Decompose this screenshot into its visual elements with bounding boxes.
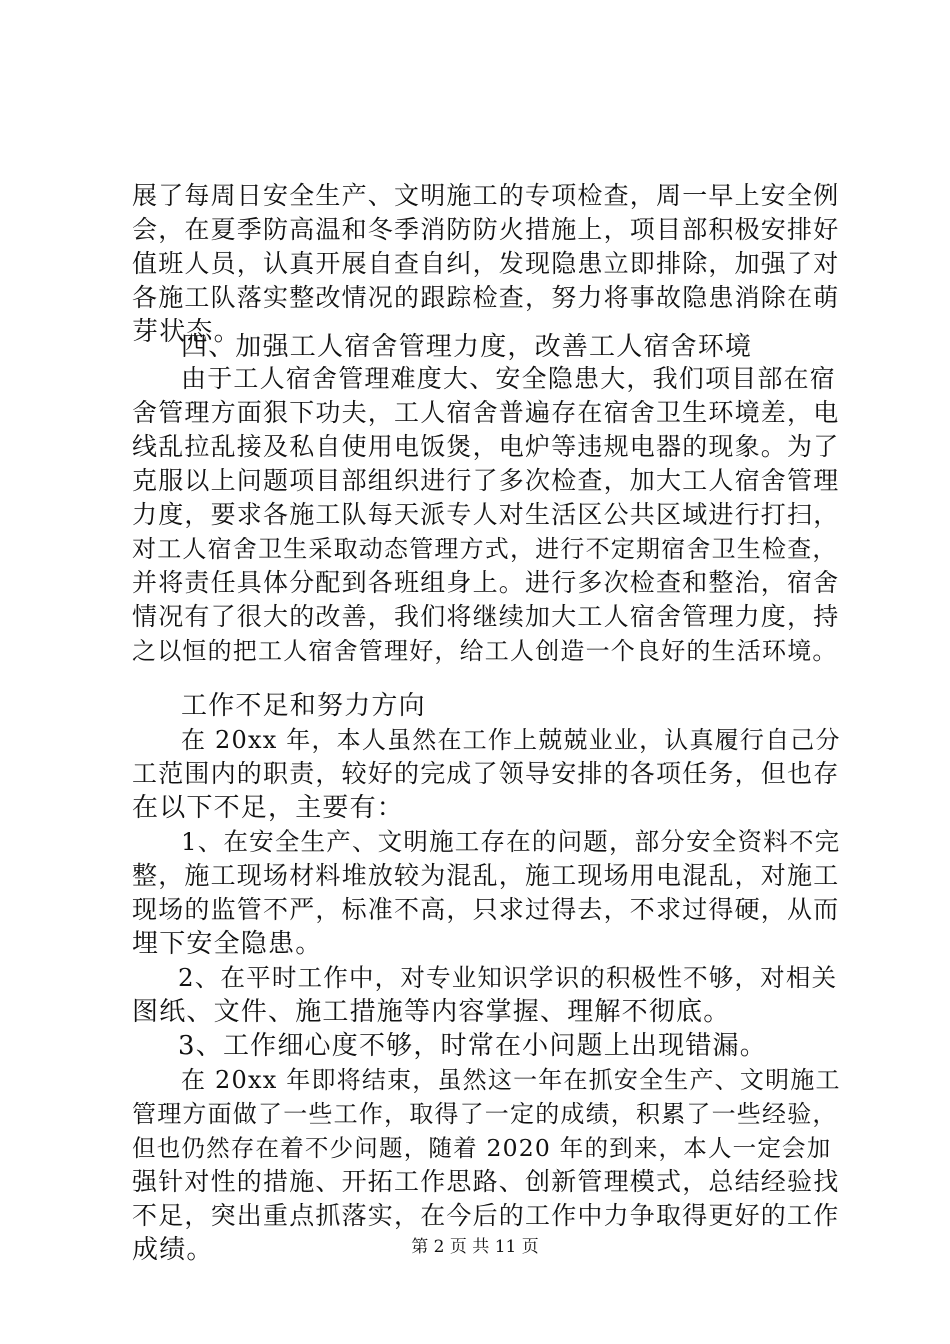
text-line: 埋下安全隐患。 xyxy=(132,929,323,959)
text-line: 在 20xx 年即将结束，虽然这一年在抓安全生产、文明施工 xyxy=(181,1066,841,1094)
text-line: 力度，要求各施工队每天派专人对生活区公共区域进行打扫， xyxy=(132,500,840,529)
text-line: 各施工队落实整改情况的跟踪检查，努力将事故隐患消除在萌 xyxy=(132,283,840,312)
text-line: 图纸、文件、施工措施等内容掌握、理解不彻底。 xyxy=(132,997,731,1027)
list-item: 3、工作细心度不够，时常在小问题上出现错漏。 xyxy=(178,1031,767,1061)
page-footer: 第 2 页 共 11 页 xyxy=(411,1237,539,1257)
text-line: 在以下不足，主要有： xyxy=(132,793,405,823)
text-line: 展了每周日安全生产、文明施工的专项检查，周一早上安全例 xyxy=(132,181,840,210)
list-item: 2、在平时工作中，对专业知识学识的积极性不够，对相关 xyxy=(178,963,838,992)
text-line: 管理方面做了一些工作，取得了一定的成绩，积累了一些经验， xyxy=(132,1100,838,1128)
section-heading: 工作不足和努力方向 xyxy=(181,691,426,721)
text-line: 舍管理方面狠下功夫，工人宿舍普遍存在宿舍卫生环境差，电 xyxy=(132,398,840,427)
text-line: 不足，突出重点抓落实，在今后的工作中力争取得更好的工作 xyxy=(132,1201,840,1230)
text-line: 并将责任具体分配到各班组身上。进行多次检查和整治，宿舍 xyxy=(132,568,840,597)
text-line: 对工人宿舍卫生采取动态管理方式，进行不定期宿舍卫生检查， xyxy=(132,535,838,563)
list-item: 1、在安全生产、文明施工存在的问题，部分安全资料不完 xyxy=(181,827,841,856)
text-line: 线乱拉乱接及私自使用电饭煲，电炉等违规电器的现象。为了 xyxy=(132,432,840,461)
text-line: 整，施工现场材料堆放较为混乱，施工现场用电混乱，对施工 xyxy=(132,861,840,890)
text-line: 在 20xx 年，本人虽然在工作上兢兢业业，认真履行自己分 xyxy=(181,726,841,754)
section-heading: 四、加强工人宿舍管理力度，改善工人宿舍环境 xyxy=(181,332,753,362)
text-line: 强针对性的措施、开拓工作思路、创新管理模式，总结经验找 xyxy=(132,1167,840,1196)
text-line: 会，在夏季防高温和冬季消防防火措施上，项目部积极安排好 xyxy=(132,215,840,244)
text-line: 成绩。 xyxy=(132,1235,214,1265)
text-line: 值班人员，认真开展自查自纠，发现隐患立即排除，加强了对 xyxy=(132,249,840,278)
text-line: 情况有了很大的改善，我们将继续加大工人宿舍管理力度，持 xyxy=(132,602,840,631)
text-line: 现场的监管不严，标准不高，只求过得去，不求过得硬，从而 xyxy=(132,895,840,924)
text-line: 之以恒的把工人宿舍管理好，给工人创造一个良好的生活环境。 xyxy=(132,637,838,665)
text-line: 克服以上问题项目部组织进行了多次检查，加大工人宿舍管理 xyxy=(132,466,840,495)
text-line: 工范围内的职责，较好的完成了领导安排的各项任务，但也存 xyxy=(132,759,840,788)
text-line: 但也仍然存在着不少问题，随着 2020 年的到来，本人一定会加 xyxy=(132,1134,832,1162)
text-line: 芽状态。 xyxy=(132,317,241,347)
text-line: 由于工人宿舍管理难度大、安全隐患大，我们项目部在宿 xyxy=(181,364,837,393)
